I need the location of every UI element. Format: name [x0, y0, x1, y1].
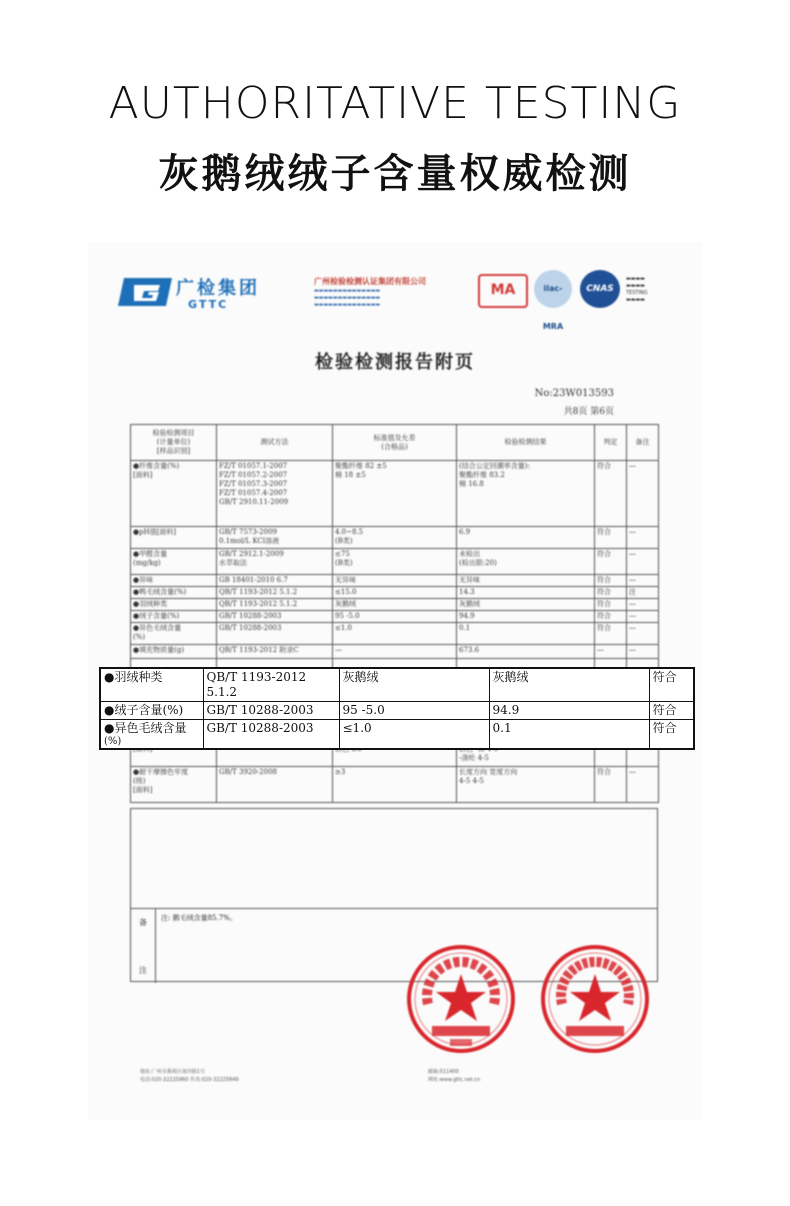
table-cell: 94.9 [457, 611, 595, 623]
remark-text: 注: 鹅毛绒含量85.7%。 [161, 914, 237, 922]
gttc-logo [118, 274, 426, 330]
table-cell: 14.3 [457, 587, 595, 599]
cell-standard: 灰鹅绒 [339, 668, 489, 702]
footer-website: 网址:www.gttc.net.cn [428, 1077, 481, 1083]
report-page-info: 共8页 第6页 [563, 407, 614, 417]
table-cell: 符合 [595, 549, 627, 575]
table-cell: — [595, 645, 627, 659]
cell-standard: 95 -5.0 [339, 702, 489, 720]
table-cell: GB/T 10288-2003 [217, 623, 333, 645]
logo-subtext: ▬▬▬▬▬▬▬▬▬▬▬▬▬▬ ▬▬▬▬▬▬▬▬▬▬▬▬▬▬ ▬▬▬▬▬▬▬▬▬▬▬▬▬▬ [314, 288, 381, 308]
header-cell: 检验检测项目 (计量单位) [样品识别] [131, 425, 217, 461]
table-cell: ≤75 (B类) [333, 549, 457, 575]
highlighted-results-table [99, 667, 695, 750]
table-cell: ●异味 [131, 575, 217, 587]
table-cell: 无异味 [333, 575, 457, 587]
table-cell: ●鸭毛绒含量(%) [131, 587, 217, 599]
report-table-row [131, 527, 659, 549]
logo-name-en: GTTC [188, 298, 229, 311]
table-cell: 符合 [595, 611, 627, 623]
remark-label: 备 注 [131, 909, 156, 983]
gttc-logo-icon [118, 276, 172, 308]
table-cell: — [627, 575, 659, 587]
table-cell: — [627, 623, 659, 645]
seal-left-icon [406, 944, 516, 1054]
table-cell: 未检出 (检出限:20) [457, 549, 595, 575]
table-cell: 673.6 [457, 645, 595, 659]
cell-standard: ≤1.0 [339, 720, 489, 750]
cma-mark-icon: MA [478, 274, 528, 308]
table-cell: — [627, 599, 659, 611]
table-cell: — [627, 461, 659, 527]
logo-company: 广州检验检测认证集团有限公司 [314, 277, 426, 286]
cell-verdict: 符合 [649, 702, 694, 720]
table-cell: 符合 [595, 767, 627, 803]
table-cell: ●pH值[面料] [131, 527, 217, 549]
title-cn: 灰鹅绒绒子含量权威检测 [158, 151, 632, 197]
blank-area [130, 808, 658, 908]
cnas-mark-icon: CNAS [580, 270, 620, 308]
table-cell: 聚酯纤维 82 ±5 棉 18 ±5 [333, 461, 457, 527]
footer-postcode: 邮编:511400 [428, 1069, 459, 1075]
table-cell: 符合 [595, 461, 627, 527]
report-table-row [131, 623, 659, 645]
title-en: AUTHORITATIVE TESTING [108, 78, 682, 129]
report-footer-right [428, 1068, 480, 1084]
table-cell: 符合 [595, 527, 627, 549]
header-cell: 判定 [595, 425, 627, 461]
cell-result: 0.1 [489, 720, 649, 750]
header-cell: 检验检测结果 [457, 425, 595, 461]
table-cell: -涤纶 4-5 [457, 735, 595, 767]
cell-item: ●羽绒种类 [100, 668, 203, 702]
table-cell: 长度方向 宽度方向 4-5 4-5 [457, 767, 595, 803]
table-cell: GB/T 10288-2003 [217, 611, 333, 623]
table-cell: — [627, 549, 659, 575]
table-cell: QB/T 1193-2012 5.1.2 [217, 587, 333, 599]
table-cell: 符合 [595, 575, 627, 587]
table-cell: — [333, 645, 457, 659]
cell-item [100, 720, 203, 750]
cell-item: ●绒子含量(%) [100, 702, 203, 720]
table-cell: QB/T 1193-2012 5.1.2 [217, 599, 333, 611]
table-cell: 4.0~8.5 (B类) [333, 527, 457, 549]
header-cell: 备注 [627, 425, 659, 461]
cell-verdict: 符合 [649, 668, 694, 702]
cnas-text: ▬▬▬▬ ▬▬▬▬ TESTING ▬▬▬▬ [626, 276, 648, 303]
table-cell: 注 [627, 587, 659, 599]
table-cell: 无异味 [457, 575, 595, 587]
cell-method: GB/T 10288-2003 [203, 702, 339, 720]
highlight-row-down-content [100, 702, 694, 720]
report-footer-left [140, 1068, 650, 1084]
table-cell: — [627, 645, 659, 659]
table-cell: ●异色毛绒含量 (%) [131, 623, 217, 645]
table-cell: (结合公定回潮率含量): 聚酯纤维 83.2 棉 16.8 [457, 461, 595, 527]
table-cell: ≤15.0 [333, 587, 457, 599]
cell-method: QB/T 1193-2012 5.1.2 [203, 668, 339, 702]
table-cell: ●甲醛含量 (mg/kg) [131, 549, 217, 575]
footer-phone: 电话:020-32225860 传真:020-32225849 [140, 1077, 239, 1083]
cell-method: GB/T 10288-2003 [203, 720, 339, 750]
cell-item-unit: (%) [104, 736, 122, 747]
report-table-row [131, 549, 659, 575]
report-title: 检验检测报告附页 [315, 352, 475, 373]
report-table-row [131, 587, 659, 599]
table-cell: GB 18401-2010 6.7 [217, 575, 333, 587]
cell-verdict: 符合 [649, 720, 694, 750]
report-table-row [131, 645, 659, 659]
ilac-mra-mark-icon: ilac-MRA [534, 270, 572, 308]
table-cell: FZ/T 01057.1-2007 FZ/T 01057.2-2007 FZ/T 01057.3-2007 FZ/T 01057.4-2007 GB/T 2910.11-2009 [217, 461, 333, 527]
table-cell: 符合 [595, 587, 627, 599]
table-cell: ●绒子含量(%) [131, 611, 217, 623]
highlight-row-down-type [100, 668, 694, 702]
cell-result: 灰鹅绒 [489, 668, 649, 702]
table-cell: 符合 [595, 623, 627, 645]
report-table-row [131, 599, 659, 611]
table-cell: 灰鹅绒 [333, 599, 457, 611]
header-cell: 标准值及允差 (合格品) [333, 425, 457, 461]
table-cell: 95 -5.0 [333, 611, 457, 623]
table-cell: ●纤维含量(%) [面料] [131, 461, 217, 527]
cell-result: 94.9 [489, 702, 649, 720]
accreditation-marks [478, 270, 688, 331]
logo-name-cn: 广检集团 [176, 278, 260, 299]
footer-address: 地址:广州市番禺区南沙路1号 [140, 1069, 205, 1075]
cell-item-name: ●异色毛绒含量 [104, 721, 187, 735]
table-cell: — [627, 611, 659, 623]
table-cell: 6.9 [457, 527, 595, 549]
table-cell: — [627, 767, 659, 803]
report-table-header [131, 425, 659, 461]
seal-right-icon [540, 944, 650, 1054]
table-cell: ●羽绒种类 [131, 599, 217, 611]
table-cell: ●耐干摩擦色牢度 (级) [面料] [131, 767, 217, 803]
table-cell: QB/T 1193-2012 附录C [217, 645, 333, 659]
table-cell: 0.1 [457, 623, 595, 645]
table-cell: GB/T 2912.1-2009 水萃取法 [217, 549, 333, 575]
report-table-row [131, 575, 659, 587]
table-cell: GB/T 3920-2008 [217, 767, 333, 803]
report-table-row [131, 461, 659, 527]
report-table-row [131, 611, 659, 623]
highlight-row-foreign-color [100, 720, 694, 750]
table-cell: ≤1.0 [333, 623, 457, 645]
table-cell: 灰鹅绒 [457, 599, 595, 611]
table-cell: 符合 [595, 599, 627, 611]
table-cell: GB/T 7573-2009 0.1mol/L KCl溶液 [217, 527, 333, 549]
report-number: No:23W013593 [534, 388, 614, 399]
table-cell: — [627, 527, 659, 549]
header-cell: 测试方法 [217, 425, 333, 461]
table-cell: ●填充物质量(g) [131, 645, 217, 659]
table-cell: ≥3 [333, 767, 457, 803]
report-table-row [131, 767, 659, 803]
